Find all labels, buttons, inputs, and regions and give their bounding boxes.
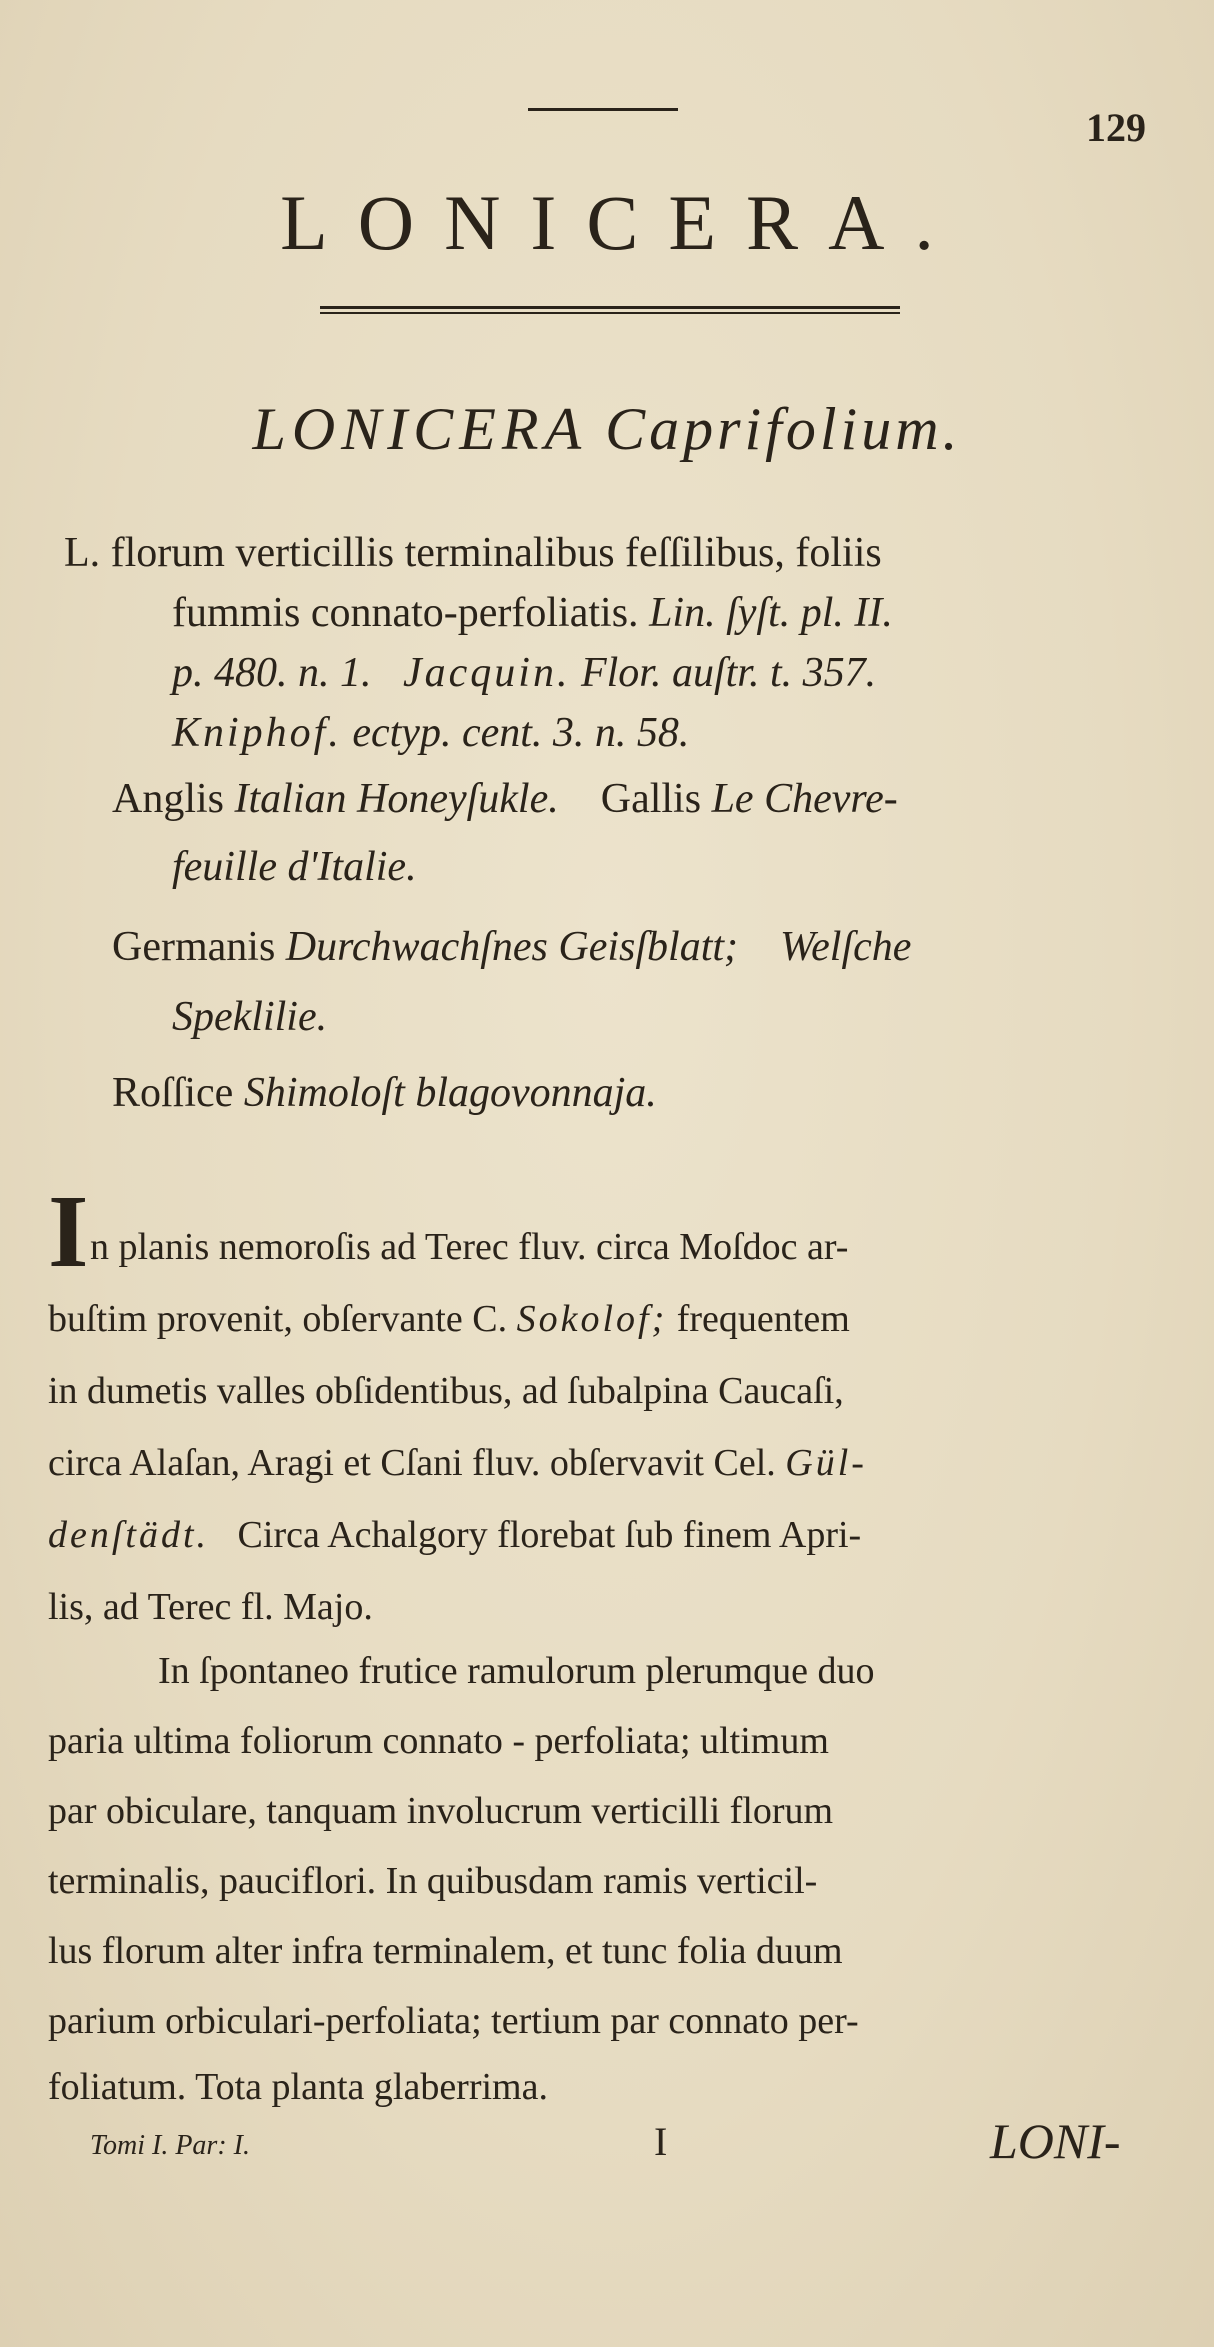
p2-line-2: paria ultima foliorum connato - perfoliata; ultimum <box>48 1720 829 1762</box>
linnaeus-reference: Lin. ſyſt. pl. II. <box>649 590 893 636</box>
volume-signature: Tomi I. Par: I. <box>90 2130 250 2161</box>
diagnosis-line-4 <box>172 704 689 762</box>
p2-line-4: terminalis, pauciflori. In quibusdam ramis verticil- <box>48 1860 818 1902</box>
page-number: 129 <box>1086 105 1146 150</box>
guldenstadt-name-cont: denſtädt. <box>48 1514 210 1556</box>
kniphof-reference: ectyp. cent. 3. n. 58. <box>352 710 690 756</box>
diagnosis-line-3 <box>172 644 876 702</box>
p1-line-3: in dumetis valles obſidentibus, ad ſubalpina Caucaſi, <box>48 1370 844 1412</box>
p1-line-6: lis, ad Terec fl. Majo. <box>48 1586 373 1628</box>
sokolof-name: Sokolof; <box>516 1298 668 1340</box>
gallis-name: Le Chevre- <box>711 776 898 822</box>
rossice-name: Shimoloſt blagovonnaja. <box>243 1070 657 1116</box>
gathering-signature: I <box>654 2119 668 2164</box>
p2-line-7: foliatum. Tota planta glaberrima. <box>48 2066 548 2108</box>
p1-line-4 <box>48 1434 867 1492</box>
names-line-3 <box>112 918 911 976</box>
p1-line-2-end: frequentem <box>676 1298 850 1340</box>
gallis-name-cont: feuille d'Italie. <box>172 844 417 890</box>
header-rule <box>528 108 678 111</box>
jacquin-reference: Flor. auſtr. t. 357. <box>580 650 877 696</box>
names-line-1 <box>112 770 898 828</box>
p1-line-2 <box>48 1290 850 1348</box>
rossice-label: Roſſice <box>112 1070 234 1116</box>
p1-line-1: n planis nemoroſis ad Terec fluv. circa Moſdoc ar- <box>90 1226 849 1268</box>
diagnosis-description: fummis connato-perfoliatis. <box>172 590 639 636</box>
germanis-name-cont: Speklilie. <box>172 994 328 1040</box>
anglis-label: Anglis <box>112 776 225 822</box>
p2-line-6: parium orbiculari-perfoliata; tertium par connato per- <box>48 2000 859 2042</box>
page-title: LONICERA. <box>280 179 964 266</box>
linnaeus-page: p. 480. n. 1. <box>172 650 372 696</box>
germanis-label: Germanis <box>112 924 276 970</box>
diagnosis-line-2 <box>172 584 893 642</box>
p2-line-3: par obiculare, tanquam involucrum verticilli florum <box>48 1790 834 1832</box>
guldenstadt-name: Gül- <box>785 1442 867 1484</box>
species-genus: LONICERA <box>252 396 588 462</box>
jacquin-author: Jacquin. <box>403 650 571 696</box>
p1-line-5 <box>48 1506 861 1564</box>
species-heading <box>0 395 1214 464</box>
kniphof-author: Kniphof. <box>172 710 342 756</box>
drop-cap: I <box>48 1174 89 1289</box>
germanis-name: Durchwachſnes Geisſblatt; <box>285 924 739 970</box>
diagnosis-line-1: L. florum verticillis terminalibus feſſilibus, foliis <box>64 530 882 576</box>
p1-line-2-text: buſtim provenit, obſervante C. <box>48 1298 508 1340</box>
p2-line-5: lus florum alter infra terminalem, et tunc folia duum <box>48 1930 843 1972</box>
p1-line-4-text: circa Alaſan, Aragi et Cſani fluv. obſervavit Cel. <box>48 1442 776 1484</box>
anglis-name: Italian Honeyſukle. <box>234 776 559 822</box>
p1-line-5-text: Circa Achalgory florebat ſub finem Apri- <box>237 1514 862 1556</box>
gallis-label: Gallis <box>600 776 702 822</box>
p2-line-1: In ſpontaneo frutice ramulorum plerumque duo <box>158 1650 875 1692</box>
title-double-rule <box>320 306 900 314</box>
species-epithet: Caprifolium. <box>605 396 962 462</box>
names-line-5 <box>112 1064 657 1122</box>
germanis-name-2: Welſche <box>780 924 912 970</box>
catchword: LONI- <box>990 2113 1121 2169</box>
